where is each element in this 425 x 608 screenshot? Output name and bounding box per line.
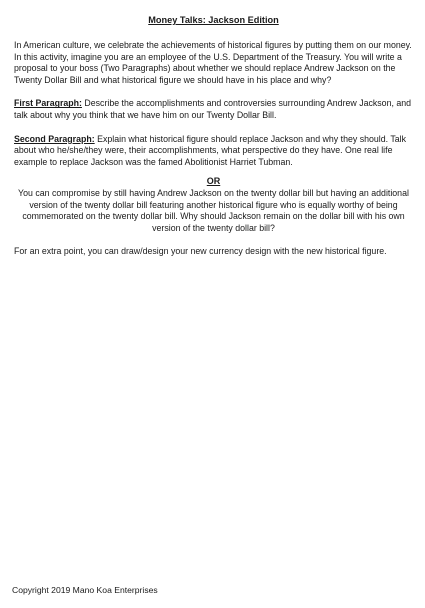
intro-paragraph: In American culture, we celebrate the achievements of historical figures by putting them on our money. In this activity, imagine you are an employee of the U.S. Department of the Treasury. You will write a proposal to your boss (Two Paragraphs) about whether we should replace Andrew Jackson on the Twenty Dollar Bill and what historical figure we should have in his place and why? <box>14 40 412 85</box>
copyright-notice: Copyright 2019 Mano Koa Enterprises <box>12 585 158 595</box>
compromise-paragraph: You can compromise by still having Andrew Jackson on the twenty dollar bill but having an additional version of the twenty dollar bill featuring another historical figure who is equally worthy of being commemorated on the twenty dollar bill. Why should Jackson remain on the dollar bill with his own version of the twenty dollar bill? <box>18 187 409 233</box>
second-paragraph-text: Explain what historical figure should replace Jackson and why they should. Talk about who he/she/they were, their accomplishments, what perspective do they have. One real life example to replace Jackson was the famed Abolitionist Harriet Tubman. <box>14 133 406 167</box>
second-paragraph-instructions <box>14 134 413 169</box>
page-title: Money Talks: Jackson Edition <box>148 15 279 25</box>
first-paragraph-instructions <box>14 98 413 121</box>
or-divider: OR <box>206 176 221 187</box>
extra-point-paragraph: For an extra point, you can draw/design your new currency design with the new historical figure. <box>14 246 387 257</box>
second-paragraph-label: Second Paragraph: <box>14 133 95 144</box>
first-paragraph-text: Describe the accomplishments and controversies surrounding Andrew Jackson, and talk about why you think that we have him on our Twenty Dollar Bill. <box>14 98 412 120</box>
first-paragraph-label: First Paragraph: <box>14 98 82 109</box>
